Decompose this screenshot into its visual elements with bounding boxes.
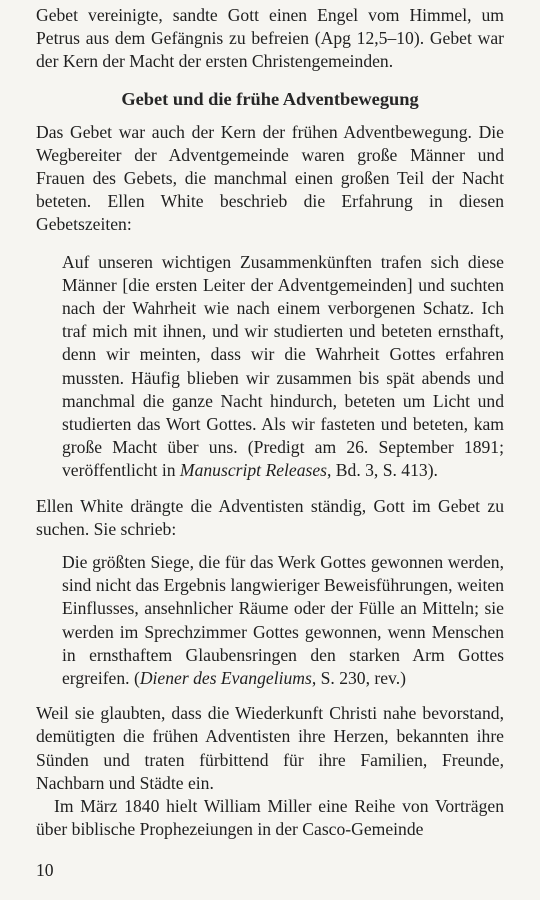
block-quote-2 (62, 551, 504, 690)
quote-1-source-title: Manuscript Releases (179, 460, 327, 481)
page-number: 10 (36, 860, 54, 880)
section-heading: Gebet und die frühe Adventbewegung (121, 88, 419, 109)
quote-2-source-title: Diener des Evangeliums (139, 668, 312, 689)
paragraph-3: Weil sie glaubten, dass die Wiederkunft Christi nahe bevorstand, demütigten die frühen Adventisten ihre Herzen, bekannten ihre Sünden und traten fürbittend für ihre Familien, Freunde, Nachbarn und Städte ein. (36, 703, 504, 793)
quote-2-source-rest: , S. 230, rev.) (311, 668, 406, 689)
quote-1-text: Auf unseren wichtigen Zusammenkünften trafen sich diese Männer [die ersten Leiter der Adventgemeinden] und suchten nach der Wahrheit wie nach einem verborgenen Schatz. Ich traf mich mit ihnen, und wir studierten und beteten ernsthaft, denn wir meinten, dass wir die Wahrheit Gottes erfahren mussten. Häufig blieben wir zusammen bis spät abends und manchmal die ganze Nacht hindurch, beteten um Licht und studierten das Wort Gottes. Als wir fasteten und beteten, kam große Macht über uns. (Predigt am 26. September 1891; veröffentlicht in (62, 251, 504, 481)
paragraph-2: Ellen White drängte die Adventisten ständig, Gott im Gebet zu suchen. Sie schrieb: (36, 495, 504, 539)
quote-2-text: Die größten Siege, die für das Werk Gottes gewonnen werden, sind nicht das Ergebnis langwieriger Beweisführungen, weiten Einflusses, ansehnlicher Räume oder der Fülle an Mitteln; sie werden im Sprechzimmer Gottes gewonnen, wenn Menschen in ernsthaftem Glaubensringen den starken Arm Gottes ergreifen. ( (62, 552, 504, 689)
quote-1-source-rest: , Bd. 3, S. 413). (327, 460, 438, 481)
intro-paragraph: Gebet vereinigte, sandte Gott einen Engel vom Himmel, um Petrus aus dem Gefängnis zu befreien (Apg 12,5–10). Gebet war der Kern der Macht der ersten Christengemeinden. (36, 5, 504, 72)
block-quote-1 (62, 251, 504, 483)
paragraph-4: Im März 1840 hielt William Miller eine Reihe von Vorträgen über biblische Prophezeiungen in der Casco-Gemeinde (36, 796, 504, 840)
paragraph-1: Das Gebet war auch der Kern der frühen Adventbewegung. Die Wegbereiter der Adventgemeinde waren große Männer und Frauen des Gebets, die manchmal einen großen Teil der Nacht beteten. Ellen White beschrieb die Erfahrung in diesen Gebetszeiten: (36, 121, 504, 235)
